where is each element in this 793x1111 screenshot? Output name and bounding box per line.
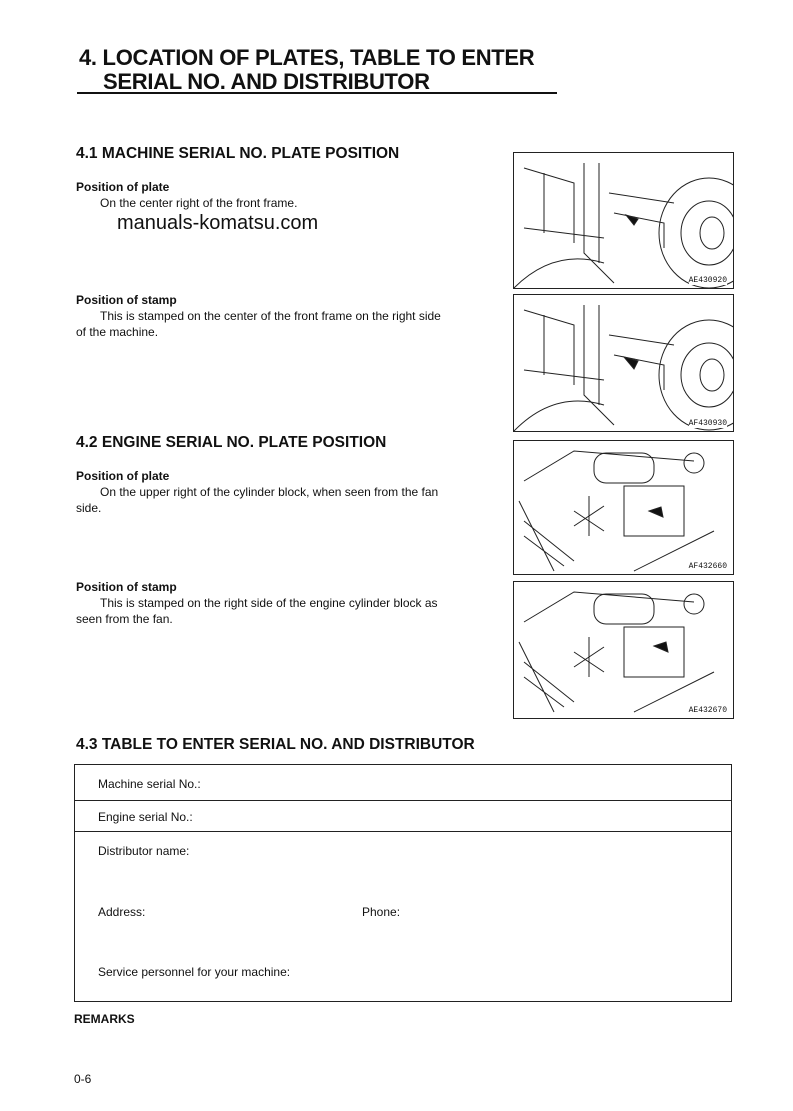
s42-plate-text-2: side. [76, 501, 102, 515]
machine-plate-figure [513, 152, 734, 289]
s41-stamp-label: Position of stamp [76, 293, 177, 307]
s42-plate-text: On the upper right of the cylinder block, when seen from the fan [100, 485, 439, 499]
section-4-1-heading: 4.1 MACHINE SERIAL NO. PLATE POSITION [76, 145, 400, 162]
s42-stamp-text: This is stamped on the right side of the engine cylinder block as [100, 596, 438, 610]
figure-code: AF430930 [688, 419, 727, 428]
title-rule [77, 92, 557, 94]
address-label: Address: [98, 905, 146, 919]
s42-plate-block [76, 468, 506, 516]
page-number: 0-6 [74, 1072, 92, 1086]
section-4-2-heading: 4.2 ENGINE SERIAL NO. PLATE POSITION [76, 434, 387, 451]
row-divider [75, 831, 731, 832]
section-4-3-heading: 4.3 TABLE TO ENTER SERIAL NO. AND DISTRIBUTOR [76, 736, 475, 753]
s42-stamp-block [76, 579, 506, 627]
title-line-2: SERIAL NO. AND DISTRIBUTOR [103, 69, 430, 94]
watermark: manuals-komatsu.com [117, 212, 319, 234]
s41-stamp-block [76, 292, 506, 340]
serial-distributor-table [74, 764, 732, 1002]
figure-code: AE432670 [688, 706, 727, 715]
engine-plate-figure [513, 440, 734, 575]
s42-stamp-label: Position of stamp [76, 580, 177, 594]
machine-stamp-figure [513, 294, 734, 432]
s42-stamp-text-2: seen from the fan. [76, 612, 173, 626]
s41-stamp-text-2: of the machine. [76, 325, 159, 339]
phone-label: Phone: [362, 905, 401, 919]
s41-plate-label: Position of plate [76, 180, 170, 194]
distributor-name-label: Distributor name: [98, 844, 190, 858]
s41-plate-block [76, 179, 506, 211]
figure-code: AE430920 [688, 276, 727, 285]
title-line-1: 4. LOCATION OF PLATES, TABLE TO ENTER [79, 45, 535, 70]
service-personnel-label: Service personnel for your machine: [98, 965, 291, 979]
machine-serial-label: Machine serial No.: [98, 777, 201, 791]
figure-code: AF432660 [688, 562, 727, 571]
engine-stamp-figure [513, 581, 734, 719]
s42-plate-label: Position of plate [76, 469, 170, 483]
remarks-label: REMARKS [74, 1012, 135, 1026]
page-title [79, 46, 534, 94]
row-divider [75, 800, 731, 801]
s41-stamp-text: This is stamped on the center of the front frame on the right side [100, 309, 441, 323]
s41-plate-text: On the center right of the front frame. [100, 196, 298, 210]
engine-serial-label: Engine serial No.: [98, 810, 193, 824]
